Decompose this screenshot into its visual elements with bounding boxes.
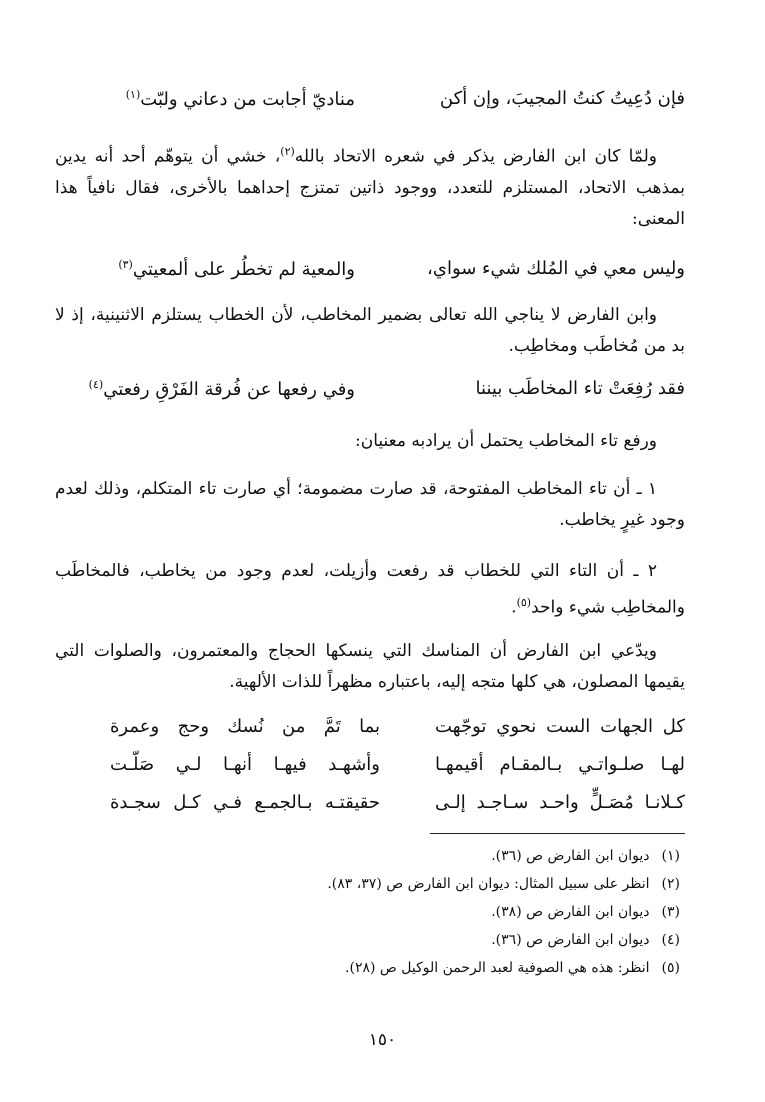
page-number: ١٥٠ bbox=[368, 1030, 397, 1050]
paragraph-2: وابن الفارض لا يناجي الله تعالى بضمير المخاطب، لأن الخطاب يستلزم الاثنينية، إذ لا بد من مُخاطَب ومخاطِب. bbox=[55, 305, 685, 356]
footnote-ref-5: (٥) bbox=[516, 596, 532, 609]
footnote-2: (٢) انظر على سبيل المثال: ديوان ابن الفارض ص (٣٧، ٨٣). bbox=[327, 876, 680, 892]
poem-row bbox=[110, 792, 685, 830]
footnote-ref-4: (٤) bbox=[88, 378, 104, 391]
footnote-separator bbox=[430, 833, 685, 834]
verse-1-first-hemistich: فإن دُعِيتُ كنتُ المجيبَ، وإن أكن bbox=[439, 88, 685, 109]
list-item-2: ٢ ـ أن التاء التي للخطاب قد رفعت وأزيلت، لعدم وجود من يخاطب، فالمخاطَب والمخاطِب شيء واحد$^{(٥)}$. bbox=[55, 561, 685, 618]
list-item-1: ١ ـ أن تاء المخاطب المفتوحة، قد صارت مضمومة؛ أي صارت تاء المتكلم، وذلك لعدم وجود غيرٍ يخاطب. bbox=[55, 479, 685, 530]
verse-3-second-hemistich: وفي رفعها عن فُرقة الفَرْقِ رفعتي$^{(٤)}$ bbox=[88, 378, 355, 400]
poem-row-3-first: كـلانـا مُصَـلٍّ واحـد سـاجـد إلـى bbox=[435, 792, 685, 813]
poem-row-1-second: بما تَمَّ من نُسك وحج وعمرة bbox=[110, 716, 380, 737]
poem-row-3-second: حقيقتـه بـالجمـع فـي كـل سجـدة bbox=[110, 792, 380, 813]
paragraph-4: ويدّعي ابن الفارض أن المناسك التي ينسكها الحجاج والمعتمرون، والصلوات التي يقيمها المصلون، هي كلها متجه إليه، باعتباره مظهراً للذات الألهية. bbox=[55, 641, 685, 692]
poem-row-2-second: وأشهـد فيهـا أنهـا لـي صَلّـت bbox=[110, 754, 380, 775]
poem-row-1-first: كل الجهات الست نحوي توجّهت bbox=[435, 716, 685, 737]
poem-row bbox=[110, 716, 685, 754]
footnote-ref-2: (٢) bbox=[280, 145, 295, 158]
verse-2-first-hemistich: وليس معي في المُلك شيء سواي، bbox=[427, 258, 685, 279]
verse-3 bbox=[55, 378, 685, 408]
verse-1-second-hemistich: مناديّ أجابت من دعاني ولبّت$^{(١)}$ bbox=[125, 88, 355, 110]
poem-block bbox=[110, 716, 685, 830]
footnote-3: (٣) ديوان ابن الفارض ص (٣٨). bbox=[491, 904, 680, 920]
footnote-4: (٤) ديوان ابن الفارض ص (٣٦). bbox=[491, 932, 680, 948]
poem-row-2-first: لهـا صلـواتـي بـالمقـام أقيمهـا bbox=[435, 754, 685, 775]
poem-row bbox=[110, 754, 685, 792]
footnote-5: (٥) انظر: هذه هي الصوفية لعبد الرحمن الوكيل ص (٢٨). bbox=[345, 960, 680, 976]
verse-2 bbox=[55, 258, 685, 288]
footnote-ref-1: (١) bbox=[125, 88, 141, 101]
footnote-1: (١) ديوان ابن الفارض ص (٣٦). bbox=[491, 848, 680, 864]
paragraph-3: ورفع تاء المخاطب يحتمل أن يرادبه معنيان: bbox=[355, 431, 657, 451]
paragraph-1: ولمّا كان ابن الفارض يذكر في شعره الاتحاد بالله$^{(٢)}$، خشي أن يتوهّم أحد أنه يدين بمذهب الاتحاد، المستلزم للتعدد، ووجود ذاتين تمتزج إحداهما بالأخرى، فقال نافياً هذا المعنى: bbox=[55, 145, 685, 229]
verse-3-first-hemistich: فقد رُفِعَتْ تاء المخاطَب بيننا bbox=[475, 378, 685, 399]
verse-2-second-hemistich: والمعية لم تخطُر على ألمعيتي$^{(٣)}$ bbox=[118, 258, 355, 280]
footnote-ref-3: (٣) bbox=[118, 258, 133, 271]
verse-1 bbox=[55, 88, 685, 118]
